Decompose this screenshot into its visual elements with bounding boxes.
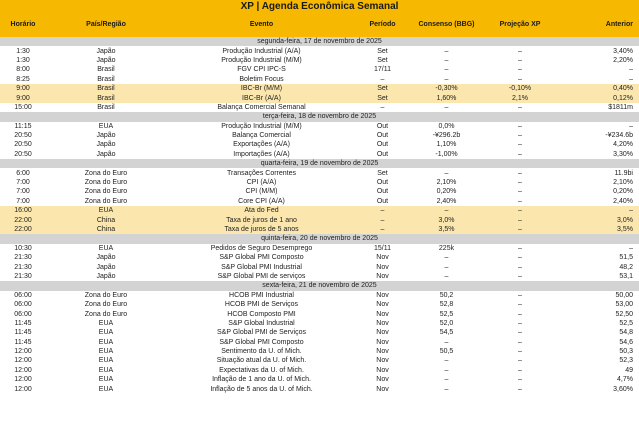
cell-event: Transações Correntes bbox=[227, 169, 296, 177]
cell-consensus: 50,5 bbox=[439, 348, 454, 356]
cell-period: Set bbox=[357, 93, 408, 102]
cell-xp-projection: – bbox=[518, 47, 522, 55]
cell-country: EUA bbox=[98, 319, 114, 327]
cell-event: Importações (A/A) bbox=[233, 150, 290, 158]
cell-consensus: 3,5% bbox=[408, 225, 485, 234]
cell-xp-projection: 2,1% bbox=[485, 93, 555, 102]
cell-xp-projection: -0,10% bbox=[485, 84, 555, 93]
cell-previous: 2,40% bbox=[613, 197, 633, 205]
cell-consensus: 0,20% bbox=[436, 188, 457, 196]
cell-event: Inflação de 1 ano da U. of Mich. bbox=[212, 376, 311, 384]
cell-consensus: – bbox=[444, 254, 449, 262]
cell-previous: -¥234.6b bbox=[605, 132, 633, 140]
cell-event: Taxa de juros de 1 ano bbox=[166, 215, 357, 224]
cell-time: 21:30 bbox=[14, 272, 32, 280]
cell-event: Balança Comercial bbox=[232, 132, 291, 140]
day-header-row bbox=[0, 159, 639, 168]
cell-previous: 2,20% bbox=[613, 56, 633, 64]
day-label: sexta-feira, 21 de novembro de 2025 bbox=[0, 281, 639, 290]
table-body bbox=[0, 37, 639, 394]
cell-previous: 51,5 bbox=[619, 254, 633, 262]
cell-period: – bbox=[357, 225, 408, 234]
cell-previous: 3,30% bbox=[613, 150, 633, 158]
cell-previous: 53,00 bbox=[615, 301, 633, 309]
cell-time: 11:15 bbox=[14, 122, 32, 130]
cell-xp-projection: – bbox=[518, 244, 522, 252]
cell-period: – bbox=[380, 103, 385, 111]
cell-event: Situação atual da U. of Mich. bbox=[216, 357, 307, 365]
cell-country: Zona do Euro bbox=[84, 197, 128, 205]
cell-consensus: – bbox=[444, 385, 449, 393]
cell-xp-projection: – bbox=[518, 310, 522, 318]
cell-time: 9:00 bbox=[0, 84, 46, 93]
cell-consensus: 54,5 bbox=[439, 329, 454, 337]
cell-country: Japão bbox=[96, 254, 116, 262]
day-header-row bbox=[0, 281, 639, 290]
cell-country: EUA bbox=[98, 348, 114, 356]
table-row bbox=[0, 206, 639, 215]
cell-previous: – bbox=[555, 206, 639, 215]
cell-period: – bbox=[357, 206, 408, 215]
table-row bbox=[0, 309, 639, 318]
cell-period: 15/11 bbox=[374, 244, 391, 252]
cell-country: Brasil bbox=[97, 75, 115, 83]
table-row bbox=[0, 356, 639, 365]
table-row bbox=[0, 215, 639, 224]
cell-xp-projection: – bbox=[518, 301, 522, 309]
cell-time: 11:45 bbox=[14, 329, 32, 337]
cell-previous: 3,40% bbox=[613, 47, 633, 55]
day-label: quarta-feira, 19 de novembro de 2025 bbox=[0, 159, 639, 168]
table-row bbox=[0, 150, 639, 159]
cell-xp-projection: – bbox=[518, 197, 522, 205]
cell-consensus: 52,8 bbox=[439, 301, 454, 309]
cell-time: 7:00 bbox=[16, 188, 30, 196]
cell-xp-projection: – bbox=[518, 179, 522, 187]
cell-period: – bbox=[380, 75, 385, 83]
cell-country: EUA bbox=[98, 357, 114, 365]
cell-previous: 49 bbox=[625, 366, 633, 374]
cell-period: Out bbox=[376, 197, 389, 205]
cell-xp-projection: – bbox=[485, 206, 555, 215]
table-row bbox=[0, 122, 639, 131]
cell-country: Japão bbox=[96, 56, 116, 64]
table-row bbox=[0, 262, 639, 271]
cell-consensus: -0,30% bbox=[408, 84, 485, 93]
cell-period: Nov bbox=[376, 357, 389, 365]
cell-time: 12:00 bbox=[14, 366, 32, 374]
cell-previous: 52,5 bbox=[619, 319, 633, 327]
cell-time: 06:00 bbox=[14, 310, 32, 318]
table-row bbox=[0, 140, 639, 149]
cell-country: Zona do Euro bbox=[84, 301, 128, 309]
table-row bbox=[0, 75, 639, 84]
cell-country: Brasil bbox=[46, 84, 166, 93]
cell-previous: 0,40% bbox=[555, 84, 639, 93]
cell-event: IBC-Br (A/A) bbox=[166, 93, 357, 102]
cell-previous: 53,1 bbox=[619, 272, 633, 280]
cell-consensus: 50,2 bbox=[439, 291, 454, 299]
cell-country: Brasil bbox=[46, 93, 166, 102]
cell-period: Set bbox=[377, 56, 388, 64]
cell-period: Nov bbox=[376, 329, 389, 337]
cell-time: 6:00 bbox=[16, 169, 30, 177]
cell-country: China bbox=[46, 225, 166, 234]
cell-xp-projection: – bbox=[518, 75, 522, 83]
cell-previous: 52,50 bbox=[615, 310, 633, 318]
cell-previous: 54,6 bbox=[619, 338, 633, 346]
cell-previous: 11.9bi bbox=[614, 169, 633, 177]
cell-time: 20:50 bbox=[14, 141, 32, 149]
cell-previous: 50,00 bbox=[615, 291, 633, 299]
cell-event: IBC-Br (M/M) bbox=[166, 84, 357, 93]
table-row bbox=[0, 56, 639, 65]
table-row bbox=[0, 244, 639, 253]
cell-country: EUA bbox=[98, 122, 114, 130]
cell-country: Japão bbox=[96, 141, 116, 149]
cell-previous: 50,3 bbox=[619, 348, 633, 356]
cell-xp-projection: – bbox=[518, 141, 522, 149]
cell-event: S&P Global PMI Composto bbox=[219, 254, 304, 262]
cell-consensus: – bbox=[444, 169, 449, 177]
cell-period: Out bbox=[376, 188, 389, 196]
cell-consensus: – bbox=[444, 366, 449, 374]
header-horario: Horário bbox=[0, 13, 46, 37]
table-row bbox=[0, 253, 639, 262]
header-periodo: Período bbox=[357, 13, 408, 37]
table-row bbox=[0, 319, 639, 328]
cell-xp-projection: – bbox=[518, 376, 522, 384]
cell-period: Out bbox=[376, 179, 389, 187]
cell-time: 20:50 bbox=[14, 150, 32, 158]
cell-period: Set bbox=[357, 84, 408, 93]
cell-period: Nov bbox=[376, 272, 389, 280]
cell-time: 11:45 bbox=[14, 338, 32, 346]
cell-country: Japão bbox=[96, 150, 116, 158]
cell-time: 06:00 bbox=[14, 291, 32, 299]
table-row bbox=[0, 272, 639, 281]
cell-previous: – bbox=[629, 75, 633, 83]
cell-consensus: 1,60% bbox=[408, 93, 485, 102]
cell-time: 12:00 bbox=[14, 348, 32, 356]
cell-country: China bbox=[46, 215, 166, 224]
table-row bbox=[0, 187, 639, 196]
day-header-row bbox=[0, 37, 639, 46]
cell-time: 1:30 bbox=[16, 56, 30, 64]
cell-event: Produção Industrial (M/M) bbox=[221, 56, 302, 64]
cell-consensus: 52,0 bbox=[439, 319, 454, 327]
cell-time: 7:00 bbox=[16, 197, 30, 205]
cell-xp-projection: – bbox=[485, 215, 555, 224]
cell-consensus: -¥296.2b bbox=[432, 132, 461, 140]
cell-time: 11:45 bbox=[14, 319, 32, 327]
cell-period: Nov bbox=[376, 254, 389, 262]
cell-event: Sentimento da U. of Mich. bbox=[221, 348, 302, 356]
day-label: quinta-feira, 20 de novembro de 2025 bbox=[0, 234, 639, 243]
table-row bbox=[0, 197, 639, 206]
cell-xp-projection: – bbox=[518, 263, 522, 271]
cell-previous: 0,12% bbox=[555, 93, 639, 102]
cell-consensus: 52,5 bbox=[439, 310, 454, 318]
cell-xp-projection: – bbox=[518, 150, 522, 158]
cell-previous: 2,10% bbox=[613, 179, 633, 187]
cell-time: 21:30 bbox=[14, 254, 32, 262]
cell-event: HCOB PMI Industrial bbox=[229, 291, 294, 299]
cell-previous: 3,0% bbox=[555, 215, 639, 224]
table-row bbox=[0, 347, 639, 356]
cell-previous: 4,20% bbox=[613, 141, 633, 149]
cell-previous: 0,20% bbox=[613, 188, 633, 196]
cell-country: EUA bbox=[98, 329, 114, 337]
cell-event: CPI (A/A) bbox=[246, 179, 277, 187]
cell-consensus: 2,40% bbox=[436, 197, 457, 205]
cell-consensus: – bbox=[444, 263, 449, 271]
cell-previous: $1811m bbox=[608, 103, 633, 111]
cell-period: 17/11 bbox=[374, 66, 391, 74]
table-row bbox=[0, 84, 639, 93]
cell-period: Nov bbox=[376, 301, 389, 309]
cell-period: Out bbox=[376, 141, 389, 149]
cell-event: HCOB PMI de Serviços bbox=[224, 301, 299, 309]
cell-country: EUA bbox=[98, 244, 114, 252]
table-row bbox=[0, 375, 639, 384]
cell-consensus: 0,0% bbox=[438, 122, 455, 130]
cell-xp-projection: – bbox=[518, 319, 522, 327]
cell-previous: 4,7% bbox=[617, 376, 633, 384]
header-evento: Evento bbox=[166, 13, 357, 37]
cell-xp-projection: – bbox=[518, 348, 522, 356]
cell-event: Exportações (A/A) bbox=[233, 141, 290, 149]
table-row bbox=[0, 46, 639, 55]
cell-consensus: – bbox=[408, 206, 485, 215]
cell-event: S&P Global PMI Industrial bbox=[221, 263, 302, 271]
cell-event: Balança Comercial Semanal bbox=[217, 103, 306, 111]
cell-period: Nov bbox=[376, 319, 389, 327]
cell-event: S&P Global Industrial bbox=[228, 319, 295, 327]
cell-consensus: – bbox=[444, 338, 449, 346]
cell-consensus: – bbox=[444, 272, 449, 280]
table-row bbox=[0, 328, 639, 337]
table-row bbox=[0, 366, 639, 375]
table-row bbox=[0, 65, 639, 74]
cell-time: 06:00 bbox=[14, 301, 32, 309]
cell-consensus: – bbox=[444, 66, 449, 74]
cell-time: 12:00 bbox=[14, 357, 32, 365]
cell-period: Nov bbox=[376, 310, 389, 318]
cell-xp-projection: – bbox=[518, 122, 522, 130]
cell-time: 20:50 bbox=[14, 132, 32, 140]
cell-period: Out bbox=[376, 122, 389, 130]
cell-time: 12:00 bbox=[14, 385, 32, 393]
day-header-row bbox=[0, 234, 639, 243]
table-row bbox=[0, 93, 639, 102]
cell-period: Set bbox=[377, 169, 388, 177]
cell-time: 1:30 bbox=[16, 47, 30, 55]
cell-xp-projection: – bbox=[518, 291, 522, 299]
cell-period: Nov bbox=[376, 291, 389, 299]
cell-event: Taxa de juros de 5 anos bbox=[166, 225, 357, 234]
cell-period: Nov bbox=[376, 385, 389, 393]
cell-country: Zona do Euro bbox=[84, 169, 128, 177]
table-row bbox=[0, 225, 639, 234]
cell-xp-projection: – bbox=[518, 357, 522, 365]
cell-country: Zona do Euro bbox=[84, 188, 128, 196]
cell-consensus: – bbox=[444, 47, 449, 55]
cell-event: Pedidos de Seguro Desemprego bbox=[210, 244, 313, 252]
cell-period: Nov bbox=[376, 263, 389, 271]
cell-time: 10:30 bbox=[14, 244, 32, 252]
header-consenso: Consenso (BBG) bbox=[408, 13, 485, 37]
cell-event: Inflação de 5 anos da U. of Mich. bbox=[210, 385, 313, 393]
cell-consensus: – bbox=[444, 56, 449, 64]
cell-previous: 48,2 bbox=[619, 263, 633, 271]
page-title: XP | Agenda Econômica Semanal bbox=[0, 0, 639, 13]
cell-period: – bbox=[357, 215, 408, 224]
cell-time: 21:30 bbox=[14, 263, 32, 271]
cell-period: Nov bbox=[376, 338, 389, 346]
cell-consensus: -1,00% bbox=[435, 150, 458, 158]
cell-time: 8:00 bbox=[16, 66, 30, 74]
table-row bbox=[0, 178, 639, 187]
table-row bbox=[0, 131, 639, 140]
cell-xp-projection: – bbox=[518, 103, 522, 111]
cell-consensus: 2,10% bbox=[436, 179, 457, 187]
cell-country: EUA bbox=[98, 338, 114, 346]
cell-country: Japão bbox=[96, 272, 116, 280]
cell-event: FGV CPI IPC-S bbox=[237, 66, 286, 74]
cell-time: 8:25 bbox=[16, 75, 30, 83]
table-row bbox=[0, 291, 639, 300]
table-row bbox=[0, 168, 639, 177]
cell-consensus: 3,0% bbox=[408, 215, 485, 224]
cell-time: 16:00 bbox=[0, 206, 46, 215]
agenda-table bbox=[0, 13, 639, 394]
cell-previous: 3,60% bbox=[613, 385, 633, 393]
cell-period: Out bbox=[376, 132, 389, 140]
cell-event: Expectativas da U. of Mich. bbox=[219, 366, 304, 374]
table-row bbox=[0, 338, 639, 347]
cell-country: EUA bbox=[46, 206, 166, 215]
cell-consensus: – bbox=[444, 376, 449, 384]
cell-xp-projection: – bbox=[518, 56, 522, 64]
table-row bbox=[0, 103, 639, 112]
table-row bbox=[0, 384, 639, 393]
cell-time: 9:00 bbox=[0, 93, 46, 102]
day-label: terça-feira, 18 de novembro de 2025 bbox=[0, 112, 639, 121]
cell-xp-projection: – bbox=[518, 254, 522, 262]
cell-period: Nov bbox=[376, 376, 389, 384]
cell-period: Set bbox=[377, 47, 388, 55]
cell-event: Produção Industrial (M/M) bbox=[221, 122, 302, 130]
cell-country: EUA bbox=[98, 376, 114, 384]
cell-event: Produção Industrial (A/A) bbox=[222, 47, 301, 55]
cell-xp-projection: – bbox=[518, 329, 522, 337]
cell-event: CPI (M/M) bbox=[245, 188, 278, 196]
cell-time: 7:00 bbox=[16, 179, 30, 187]
cell-previous: – bbox=[629, 244, 633, 252]
cell-previous: – bbox=[629, 66, 633, 74]
cell-period: Nov bbox=[376, 348, 389, 356]
cell-event: Boletim Focus bbox=[239, 75, 284, 83]
cell-country: Brasil bbox=[97, 103, 115, 111]
cell-consensus: 225k bbox=[438, 244, 455, 252]
cell-consensus: 1,10% bbox=[436, 141, 457, 149]
cell-country: Brasil bbox=[97, 66, 115, 74]
cell-time: 15:00 bbox=[14, 103, 32, 111]
cell-xp-projection: – bbox=[518, 188, 522, 196]
table-row bbox=[0, 300, 639, 309]
cell-country: Japão bbox=[96, 263, 116, 271]
cell-time: 22:00 bbox=[0, 215, 46, 224]
cell-event: HCOB Composto PMI bbox=[227, 310, 296, 318]
cell-event: Core CPI (A/A) bbox=[238, 197, 285, 205]
day-label: segunda-feira, 17 de novembro de 2025 bbox=[0, 37, 639, 46]
cell-period: Out bbox=[376, 150, 389, 158]
header-pais: País/Região bbox=[46, 13, 166, 37]
cell-country: Zona do Euro bbox=[84, 310, 128, 318]
cell-previous: – bbox=[629, 122, 633, 130]
cell-country: Zona do Euro bbox=[84, 291, 128, 299]
cell-previous: 52,3 bbox=[619, 357, 633, 365]
cell-xp-projection: – bbox=[518, 366, 522, 374]
cell-event: Ata do Fed bbox=[166, 206, 357, 215]
cell-consensus: – bbox=[444, 357, 449, 365]
cell-period: Nov bbox=[376, 366, 389, 374]
cell-consensus: – bbox=[444, 103, 449, 111]
header-anterior: Anterior bbox=[555, 13, 639, 37]
cell-xp-projection: – bbox=[518, 272, 522, 280]
cell-event: S&P Global PMI de Serviços bbox=[217, 329, 306, 337]
cell-xp-projection: – bbox=[518, 338, 522, 346]
cell-country: Zona do Euro bbox=[84, 179, 128, 187]
cell-country: EUA bbox=[98, 366, 114, 374]
cell-xp-projection: – bbox=[485, 225, 555, 234]
cell-event: S&P Global PMI Composto bbox=[219, 338, 304, 346]
day-header-row bbox=[0, 112, 639, 121]
cell-time: 22:00 bbox=[0, 225, 46, 234]
cell-country: EUA bbox=[98, 385, 114, 393]
cell-xp-projection: – bbox=[518, 132, 522, 140]
cell-previous: 3,5% bbox=[555, 225, 639, 234]
cell-xp-projection: – bbox=[518, 66, 522, 74]
cell-xp-projection: – bbox=[518, 169, 522, 177]
table-header bbox=[0, 13, 639, 37]
header-projecao: Projeção XP bbox=[485, 13, 555, 37]
cell-country: Japão bbox=[96, 132, 116, 140]
cell-consensus: – bbox=[444, 75, 449, 83]
cell-event: S&P Global PMI de serviços bbox=[217, 272, 306, 280]
cell-xp-projection: – bbox=[518, 385, 522, 393]
cell-time: 12:00 bbox=[14, 376, 32, 384]
cell-previous: 54,8 bbox=[619, 329, 633, 337]
cell-country: Japão bbox=[96, 47, 116, 55]
